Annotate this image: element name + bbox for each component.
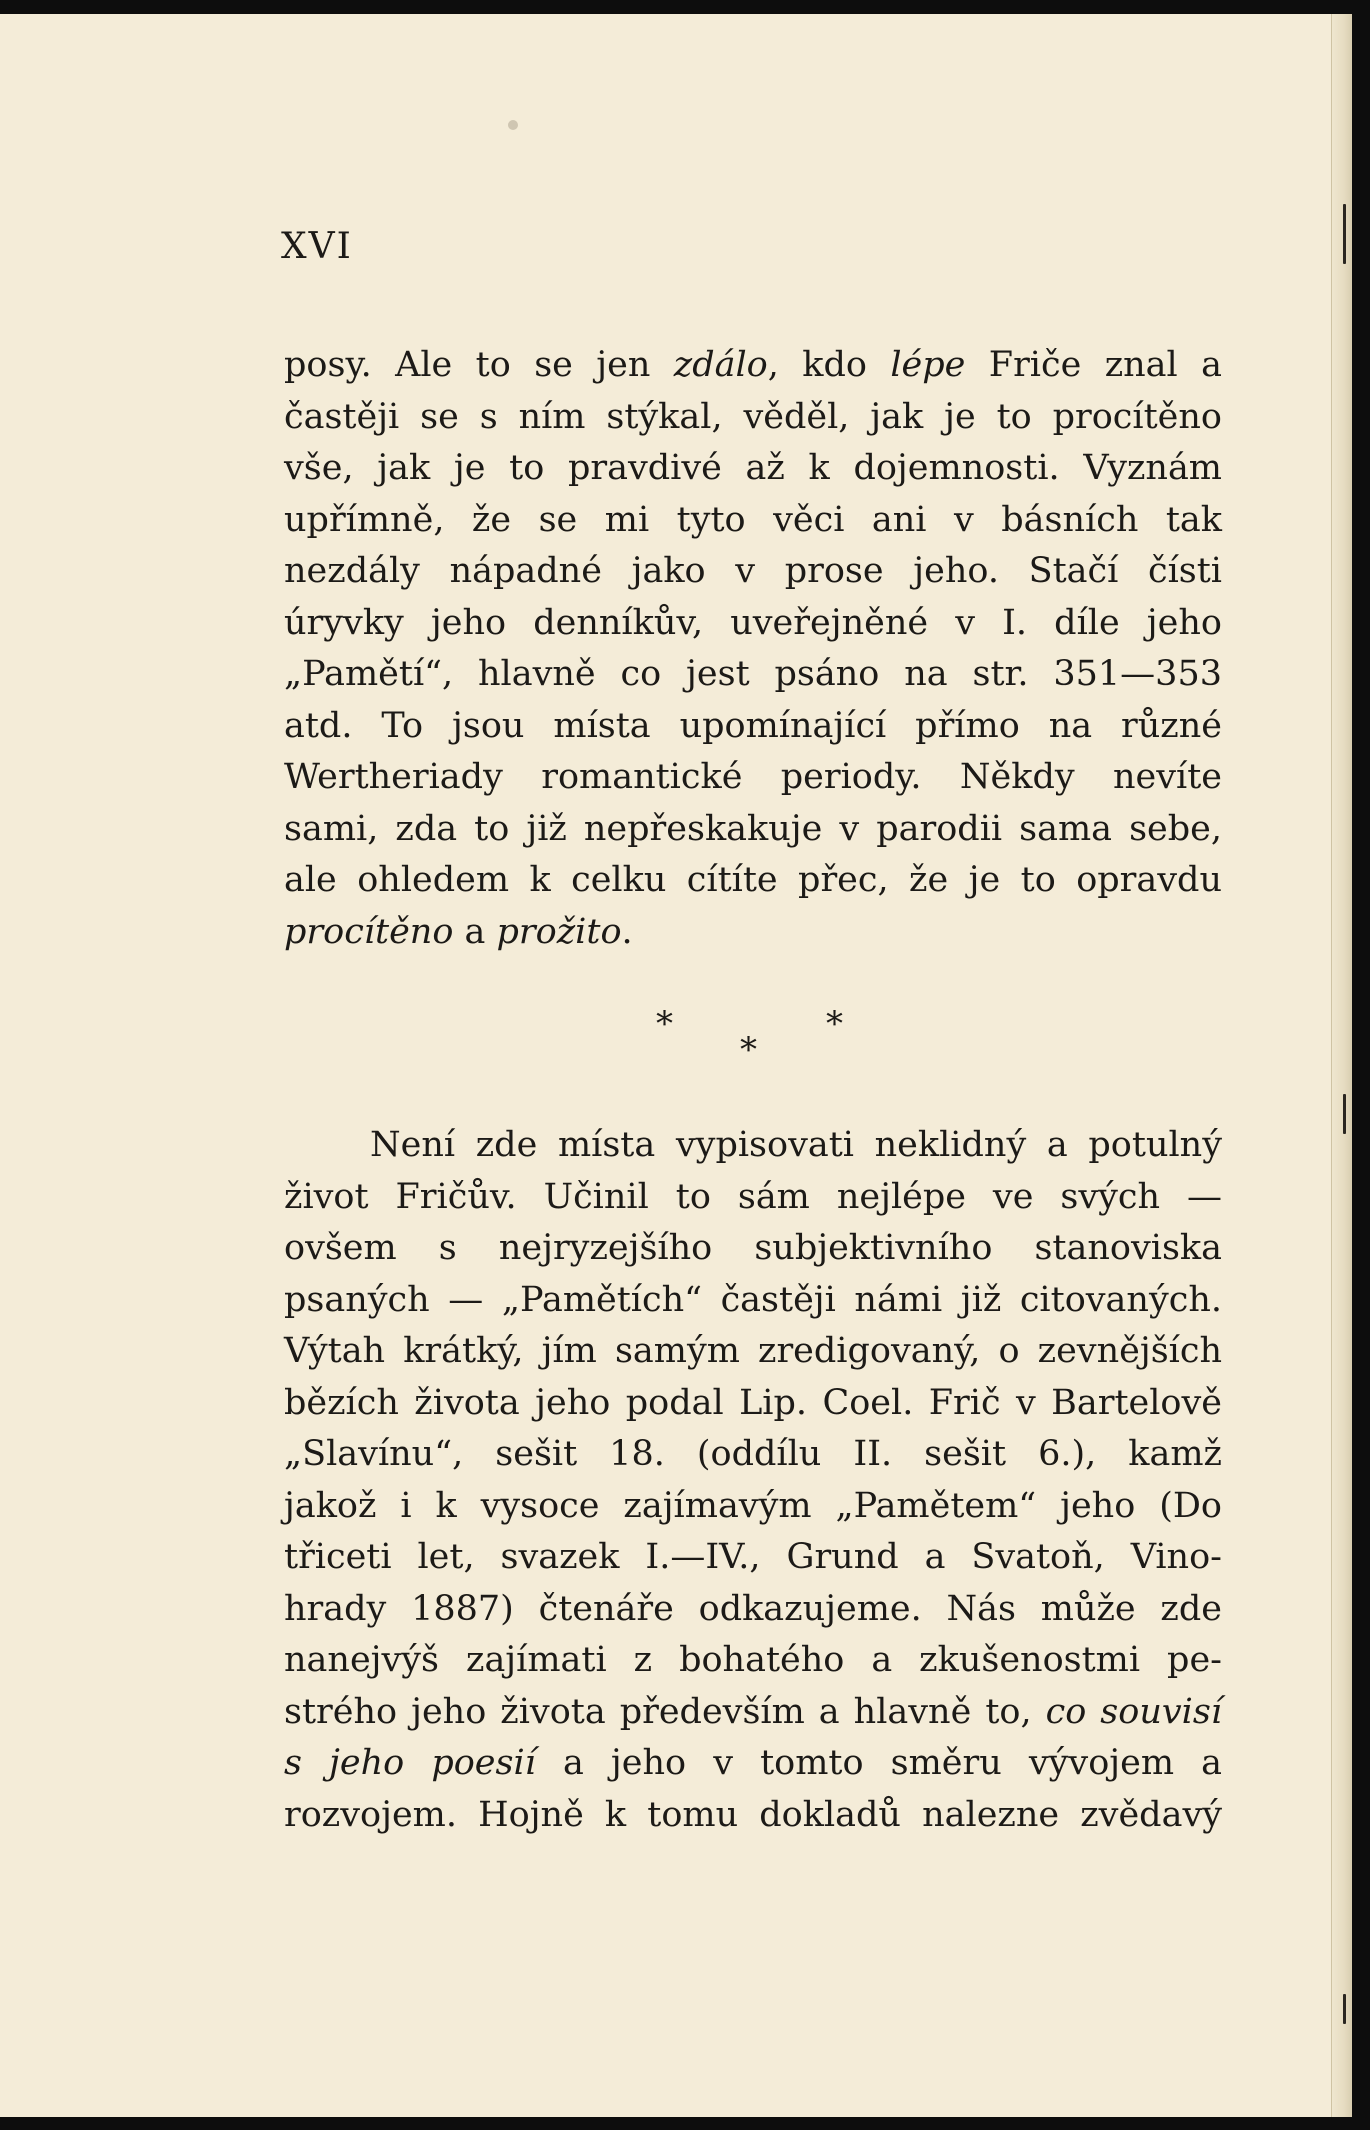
text-line: Není zde místa vypisovati neklidný a potulný	[370, 1125, 1222, 1165]
asterisk: *	[826, 1004, 843, 1044]
text-line: Výtah krátký, jím samým zredigovaný, o zevnějších	[284, 1331, 1222, 1371]
text-line: ale ohledem k celku cítíte přec, že je to opravdu	[284, 860, 1222, 900]
text-line: vše, jak je to pravdivé až k dojemnosti. Vyznám	[284, 448, 1222, 488]
text-line: nanejvýš zajímati z bohatého a zkušenostmi pe-	[284, 1640, 1222, 1680]
edge-mark	[1343, 1094, 1346, 1134]
page-edge	[1331, 14, 1352, 2117]
text-line: úryvky jeho denníkův, uveřejněné v I. díle jeho	[284, 602, 1222, 643]
text-line: upřímně, že se mi tyto věci ani v básních tak	[284, 499, 1222, 540]
text-line: bězích života jeho podal Lip. Coel. Frič v Bartelově	[284, 1382, 1222, 1423]
text-line: s jeho poesií a jeho v tomto směru vývojem a	[284, 1743, 1222, 1783]
text-line: jakož i k vysoce zajímavým „Pamětem“ jeho (Do	[284, 1485, 1222, 1526]
text-line: život Fričův. Učinil to sám nejlépe ve svých —	[284, 1176, 1222, 1217]
emphasis-prozito: prožito	[496, 911, 622, 952]
text-line: častěji se s ním stýkal, věděl, jak je to procítěno	[284, 396, 1222, 437]
text-line: třiceti let, svazek I.—IV., Grund a Svatoň, Vino-	[284, 1537, 1222, 1577]
asterisk: *	[656, 1004, 673, 1044]
paper-speck	[508, 120, 518, 130]
text-line: sami, zda to již nepřeskakuje v parodii sama sebe,	[284, 808, 1222, 849]
text-line: psaných — „Pamětích“ častěji námi již citovaných.	[284, 1279, 1222, 1320]
text-line: procítěno a prožito.	[284, 911, 633, 952]
emphasis-s-jeho-poesii: s jeho poesií	[284, 1743, 536, 1783]
paragraph-2	[284, 1120, 1222, 1841]
emphasis-lepe: lépe	[890, 345, 966, 385]
paragraph-1	[284, 340, 1222, 958]
text-line: strého jeho života především a hlavně to, co souvisí	[284, 1691, 1222, 1732]
edge-mark	[1343, 204, 1346, 264]
book-page	[0, 14, 1352, 2117]
text-line: posy. Ale to se jen zdálo, kdo lépe Friče znal a	[284, 345, 1223, 385]
page-number: XVI	[281, 226, 353, 267]
text-line: rozvojem. Hojně k tomu dokladů nalezne zvědavý	[284, 1794, 1222, 1835]
text-line: ovšem s nejryzejšího subjektivního stanoviska	[284, 1228, 1222, 1268]
text-line: nezdály nápadné jako v prose jeho. Stačí čísti	[284, 551, 1222, 591]
section-separator	[0, 1004, 1352, 1074]
text-line: hrady 1887) čtenáře odkazujeme. Nás může zde	[284, 1588, 1222, 1629]
emphasis-prociteno: procítěno	[284, 911, 454, 952]
text-line: „Slavínu“, sešit 18. (oddílu II. sešit 6.), kamž	[284, 1434, 1222, 1474]
emphasis-co-souvisi: co souvisí	[1045, 1691, 1222, 1732]
edge-mark	[1343, 1994, 1346, 2024]
text-line: „Pamětí“, hlavně co jest psáno na str. 351—353	[284, 654, 1222, 694]
emphasis-zdalo: zdálo	[673, 345, 768, 385]
text-line: Wertheriady romantické periody. Někdy nevíte	[284, 757, 1222, 797]
text-line: atd. To jsou místa upomínající přímo na různé	[284, 705, 1222, 746]
asterisk: *	[740, 1030, 757, 1070]
